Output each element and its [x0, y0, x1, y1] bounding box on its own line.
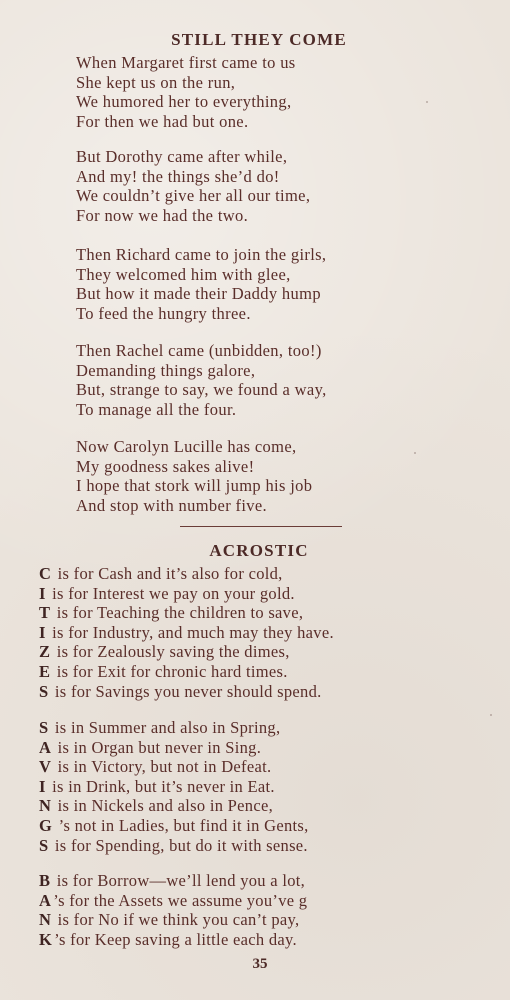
poem-line: For then we had but one.: [76, 111, 249, 131]
acrostic-text: is in Summer and also in Spring,: [50, 718, 281, 737]
acrostic-letter: S: [39, 835, 49, 855]
acrostic-letter: G: [39, 815, 53, 835]
acrostic-text: ’s for the Assets we assume you’ve g: [53, 890, 308, 910]
poem-stanza-5: [76, 437, 312, 515]
poem-line: And stop with number five.: [76, 495, 268, 515]
poem-line: Then Rachel came (unbidden, too!): [76, 341, 322, 360]
acrostic-text: is for Exit for chronic hard times.: [52, 661, 288, 681]
poem-line: And my! the things she’d do!: [76, 166, 280, 186]
acrostic-line: [39, 623, 334, 643]
acrostic-line: [39, 816, 309, 836]
acrostic-text: is in Organ but never in Sing.: [53, 737, 262, 757]
acrostic-letter: V: [39, 757, 52, 777]
acrostic-group-savings: [39, 718, 309, 855]
acrostic-letter: I: [39, 583, 46, 603]
acrostic-text: is in Drink, but it’s never in Eat.: [47, 776, 275, 796]
page-number: 35: [252, 956, 268, 972]
acrostic-letter: E: [39, 661, 51, 681]
acrostic-line: [39, 796, 309, 816]
acrostic-letter: C: [39, 564, 52, 583]
poem-stanza-4: [76, 341, 327, 419]
poem-stanza-3: [76, 245, 326, 323]
acrostic-line: [39, 738, 309, 758]
acrostic-line: [39, 836, 309, 856]
acrostic-text: is for Spending, but do it with sense.: [50, 835, 308, 855]
poem-line: But how it made their Daddy hump: [76, 284, 321, 303]
acrostic-text: is for Borrow—we’ll lend you a lot,: [52, 871, 306, 890]
poem-line: They welcomed him with glee,: [76, 264, 291, 284]
acrostic-text: is in Victory, but not in Defeat.: [53, 757, 272, 777]
acrostic-text: is for Cash and it’s also for cold,: [53, 564, 283, 583]
acrostic-text: is for Zealously saving the dimes,: [52, 642, 290, 662]
poem-line: We humored her to everything,: [76, 92, 292, 111]
poem-stanza-1: [76, 53, 296, 131]
poem-line: I hope that stork will jump his job: [76, 476, 313, 495]
acrostic-letter: B: [39, 871, 51, 890]
poem-line: She kept us on the run,: [76, 72, 236, 92]
acrostic-letter: N: [39, 910, 52, 930]
acrostic-letter: A: [39, 737, 52, 757]
acrostic-line: [39, 777, 309, 797]
acrostic-letter: N: [39, 796, 52, 816]
poem-title: STILL THEY COME: [171, 30, 347, 49]
acrostic-text: is for Industry, and much may they have.: [47, 622, 334, 642]
poem-line: When Margaret first came to us: [76, 53, 296, 72]
acrostic-text: ’s for Keep saving a little each day.: [54, 929, 297, 949]
acrostic-text: is for Savings you never should spend.: [50, 681, 322, 701]
acrostic-letter: I: [39, 622, 46, 642]
acrostic-line: [39, 603, 334, 623]
acrostic-letter: I: [39, 776, 46, 796]
acrostic-line: [39, 662, 334, 682]
acrostic-text: is for Interest we pay on your gold.: [47, 583, 295, 603]
poem-line: But, strange to say, we found a way,: [76, 380, 327, 399]
acrostic-letter: S: [39, 681, 49, 701]
poem-line: My goodness sakes alive!: [76, 456, 255, 476]
paper-speck: [490, 714, 492, 716]
acrostic-line: [39, 930, 307, 950]
acrostic-line: [39, 642, 334, 662]
acrostic-title: ACROSTIC: [209, 541, 309, 560]
acrostic-letter: T: [39, 603, 51, 623]
acrostic-letter: Z: [39, 642, 51, 662]
acrostic-group-bank: [39, 871, 307, 949]
acrostic-letter: S: [39, 718, 49, 737]
poem-line: To feed the hungry three.: [76, 303, 251, 323]
acrostic-line: [39, 718, 309, 738]
acrostic-line: [39, 682, 334, 702]
acrostic-line: [39, 910, 307, 930]
paper-speck: [414, 452, 416, 454]
acrostic-line: [39, 584, 334, 604]
paper-speck: [426, 101, 428, 103]
acrostic-letter: A: [39, 890, 52, 910]
acrostic-group-citizens: [39, 564, 334, 701]
acrostic-text: is for Teaching the children to save,: [52, 603, 304, 623]
acrostic-text: is in Nickels and also in Pence,: [53, 796, 273, 816]
section-divider: [180, 526, 342, 527]
poem-line: Demanding things galore,: [76, 360, 256, 380]
acrostic-text: ’s not in Ladies, but find it in Gents,: [54, 815, 309, 835]
acrostic-line: [39, 891, 307, 911]
poem-line: Then Richard came to join the girls,: [76, 245, 327, 264]
poem-stanza-2: [76, 147, 310, 225]
poem-line: We couldn’t give her all our time,: [76, 186, 311, 205]
poem-line: For now we had the two.: [76, 205, 249, 225]
poem-line: But Dorothy came after while,: [76, 147, 288, 166]
acrostic-line: [39, 757, 309, 777]
acrostic-line: [39, 871, 307, 891]
acrostic-text: is for No if we think you can’t pay,: [53, 910, 300, 930]
poem-line: To manage all the four.: [76, 399, 237, 419]
poem-line: Now Carolyn Lucille has come,: [76, 437, 297, 456]
acrostic-line: [39, 564, 334, 584]
acrostic-letter: K: [39, 929, 53, 949]
